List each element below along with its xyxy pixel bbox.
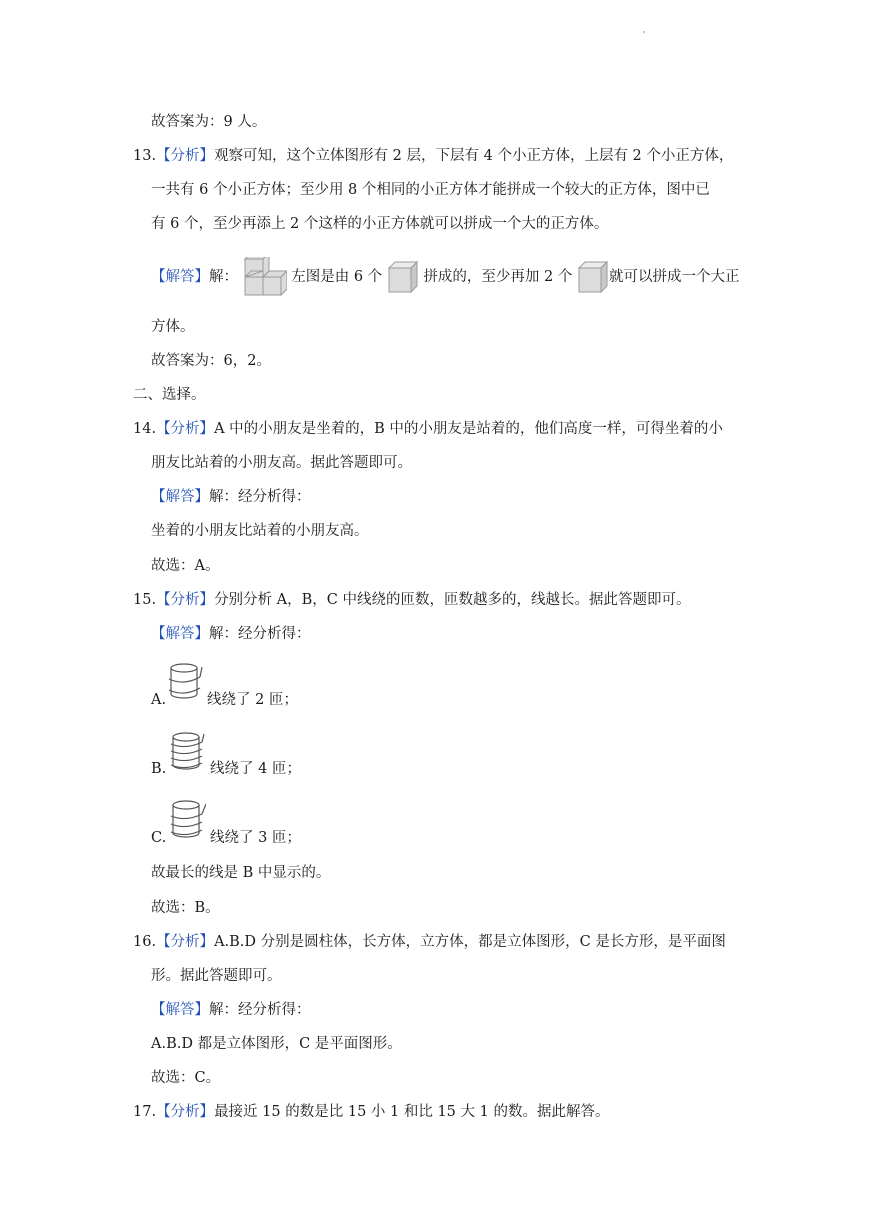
analysis-tag: 【分析】 [156,934,215,950]
solution-text: 解：经分析得： [209,489,311,505]
question-number: 17. [133,1104,157,1120]
q15-solution [151,624,311,644]
solution-text: 解： [209,269,238,285]
analysis-tag: 【分析】 [156,1104,215,1120]
q13-analysis-line-3: 有 6 个，至少再添上 2 个这样的小正方体就可以拼成一个大的正方体。 [151,216,609,232]
section-title: 二、选择。 [133,387,206,403]
q16-analysis-line-1 [133,932,726,952]
q15-answer: 故选：B。 [151,900,220,916]
q14-solution-line-2: 坐着的小朋友比站着的小朋友高。 [151,523,369,539]
q13-analysis-line-1 [133,146,733,166]
single-cube-figure [387,260,419,294]
solution-text: 解：经分析得： [209,1002,311,1018]
q12-answer: 故答案为：9 人。 [151,114,267,130]
solution-tag: 【解答】 [151,1002,209,1018]
solution-tag: 【解答】 [151,626,209,642]
analysis-text: A.B.D 分别是圆柱体，长方体，立方体，都是立体图形，C 是长方形，是平面图 [214,934,726,950]
q14-analysis-line-2: 朋友比站着的小朋友高。据此答题即可。 [151,455,412,471]
q16-analysis-line-2: 形。据此答题即可。 [151,968,282,984]
q17-analysis [133,1102,609,1122]
option-c-text: 线绕了 3 匝； [210,830,301,846]
question-number: 16. [133,934,157,950]
q16-answer: 故选：C。 [151,1070,221,1086]
analysis-text: A 中的小朋友是坐着的，B 中的小朋友是站着的，他们高度一样，可得坐着的小 [214,421,723,437]
option-b-letter: B. [151,761,167,777]
q13-analysis-line-2: 一共有 6 个小正方体；至少用 8 个相同的小正方体才能拼成一个较大的正方体，图中已 [151,182,710,198]
q15-analysis [133,590,691,610]
solution-tag: 【解答】 [151,489,209,505]
q16-solution-line-2: A.B.D 都是立体图形，C 是平面图形。 [151,1036,402,1052]
q13-solution-line-2: 方体。 [151,319,195,335]
analysis-text: 观察可知，这个立体图形有 2 层，下层有 4 个小正方体，上层有 2 个小正方体， [214,148,734,164]
analysis-tag: 【分析】 [156,421,215,437]
q15-conclusion: 故最长的线是 B 中显示的。 [151,865,331,881]
question-number: 13. [133,148,157,164]
option-c-letter: C. [151,830,167,846]
option-b-text: 线绕了 4 匝； [210,761,301,777]
question-number: 15. [133,592,157,608]
analysis-text: 最接近 15 的数是比 15 小 1 和比 15 大 1 的数。据此解答。 [214,1104,610,1120]
q14-analysis-line-1 [133,419,723,439]
solution-text: 解：经分析得： [209,626,311,642]
q14-answer: 故选：A。 [151,558,220,574]
solution-tag: 【解答】 [151,269,209,285]
cylinder-2-turns-figure [168,662,204,704]
cylinder-4-turns-figure [170,731,206,775]
solution-text: 拼成的，至少再加 2 个 [423,269,573,285]
analysis-tag: 【分析】 [156,592,215,608]
q16-solution [151,1000,311,1020]
q13-solution-line-1 [151,257,739,297]
page-corner-mark: ' [643,30,646,39]
q14-solution [151,487,311,507]
cylinder-3-turns-figure [170,799,206,843]
option-a-text: 线绕了 2 匝； [207,692,298,708]
stacked-cubes-figure [243,257,287,297]
option-a-letter: A. [151,692,167,708]
single-cube-figure [577,260,609,294]
analysis-text: 分别分析 A，B，C 中线绕的匝数，匝数越多的，线越长。据此答题即可。 [214,592,691,608]
solution-text: 就可以拼成一个大正 [608,269,740,285]
analysis-tag: 【分析】 [156,148,215,164]
q13-answer: 故答案为：6，2。 [151,353,271,369]
solution-text: 左图是由 6 个 [291,269,383,285]
question-number: 14. [133,421,157,437]
